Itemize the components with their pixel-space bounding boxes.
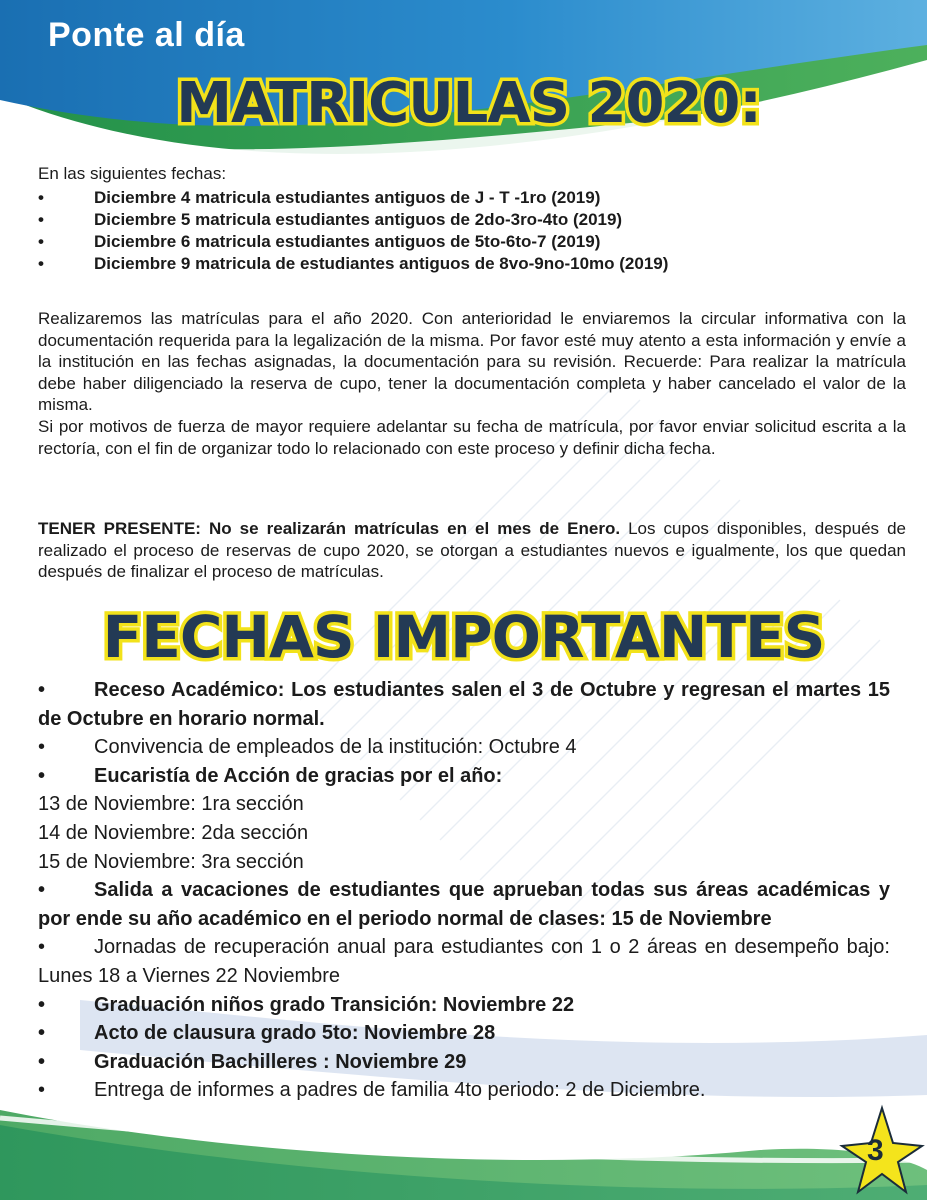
bullet-icon: • <box>38 879 46 902</box>
list-item <box>38 819 890 848</box>
bullet-icon: • <box>38 1079 46 1102</box>
list-item <box>38 1048 890 1077</box>
important-dates-list <box>38 676 890 1105</box>
bullet-icon: • <box>38 254 44 273</box>
bullet-icon: • <box>38 1050 46 1073</box>
list-item <box>38 991 890 1020</box>
notice-text: Los cupos disponibles, después de realizado el proceso de reservas de cupo 2020, se otorgan a estudiantes nuevos e igualmente, los que quedan después de finalizar el proceso de matrículas. <box>38 519 906 582</box>
section-label: Ponte al día <box>48 16 245 54</box>
list-item <box>38 733 890 762</box>
bullet-icon: • <box>38 764 46 787</box>
list-item-text: 15 de Noviembre: 3ra sección <box>38 850 304 873</box>
list-item <box>38 676 890 733</box>
bullet-icon: • <box>38 1022 46 1045</box>
list-item-text: 13 de Noviembre: 1ra sección <box>38 793 304 816</box>
list-item <box>38 790 890 819</box>
bullet-icon: • <box>38 232 44 251</box>
list-item-text: Entrega de informes a padres de familia 4to periodo: 2 de Diciembre. <box>94 1079 706 1102</box>
list-item-text: Receso Académico: Los estudiantes salen el 3 de Octubre y regresan el martes 15 de Octubre en horario normal. <box>38 679 890 730</box>
list-item <box>38 933 890 990</box>
list-item <box>38 253 668 275</box>
list-item <box>38 762 890 791</box>
list-item-text: Diciembre 9 matricula de estudiantes antiguos de 8vo-9no-10mo (2019) <box>94 254 669 273</box>
paragraph: Realizaremos las matrículas para el año 2020. Con anterioridad le enviaremos la circular informativa con la documentación requerida para la legalización de la misma. Por favor esté muy atento a esta información y envíe a la institución en las fechas asignadas, la documentación para su revisión. Recuerde: Para realizar la matrícula debe haber diligenciado la reserva de cupo, tener la documentación completa y haber cancelado el valor de la misma. <box>38 309 906 415</box>
paragraph: Si por motivos de fuerza de mayor requiere adelantar su fecha de matrícula, por favor enviar solicitud escrita a la rectoría, con el fin de organizar todo lo relacionado con este proceso y definir dicha fecha. <box>38 416 906 458</box>
matriculas-title: MATRICULAS 2020: <box>176 71 761 136</box>
notice-paragraph <box>38 518 906 583</box>
matriculas-intro: En las siguientes fechas: <box>38 164 227 183</box>
list-item <box>38 1019 890 1048</box>
bullet-icon: • <box>38 188 44 207</box>
matriculas-paragraphs <box>38 308 906 459</box>
list-item <box>38 876 890 933</box>
list-item-text: Convivencia de empleados de la institución: Octubre 4 <box>94 736 577 759</box>
list-item-text: Acto de clausura grado 5to: Noviembre 28 <box>94 1022 496 1045</box>
list-item-text: Graduación niños grado Transición: Noviembre 22 <box>94 993 575 1016</box>
list-item-text: Salida a vacaciones de estudiantes que aprueban todas sus áreas académicas y por ende su año académico en el periodo normal de clases: 15 de Noviembre <box>38 879 890 930</box>
bullet-icon: • <box>38 679 46 701</box>
list-item-text: 14 de Noviembre: 2da sección <box>38 821 309 844</box>
bullet-icon: • <box>38 210 44 229</box>
list-item-text: Diciembre 6 matricula estudiantes antiguos de 5to-6to-7 (2019) <box>94 232 601 251</box>
list-item <box>38 187 668 209</box>
list-item <box>38 209 668 231</box>
list-item <box>38 231 668 253</box>
matriculas-dates-list <box>38 187 668 275</box>
list-item-text: Eucaristía de Acción de gracias por el año: <box>94 764 503 787</box>
list-item-text: Diciembre 4 matricula estudiantes antiguos de J - T -1ro (2019) <box>94 188 601 207</box>
list-item <box>38 1076 890 1105</box>
list-item-text: Diciembre 5 matricula estudiantes antiguos de 2do-3ro-4to (2019) <box>94 210 623 229</box>
bullet-icon: • <box>38 993 46 1016</box>
fechas-title: FECHAS IMPORTANTES <box>102 603 825 671</box>
list-item <box>38 848 890 877</box>
bullet-icon: • <box>38 736 46 759</box>
list-item-text: Graduación Bachilleres : Noviembre 29 <box>94 1050 467 1073</box>
list-item-text: Jornadas de recuperación anual para estudiantes con 1 o 2 áreas en desempeño bajo: Lunes 18 a Viernes 22 Noviembre <box>38 936 890 987</box>
bullet-icon: • <box>38 936 46 959</box>
page-number: 3 <box>867 1134 884 1167</box>
notice-bold: TENER PRESENTE: No se realizarán matrículas en el mes de Enero. <box>38 519 621 538</box>
